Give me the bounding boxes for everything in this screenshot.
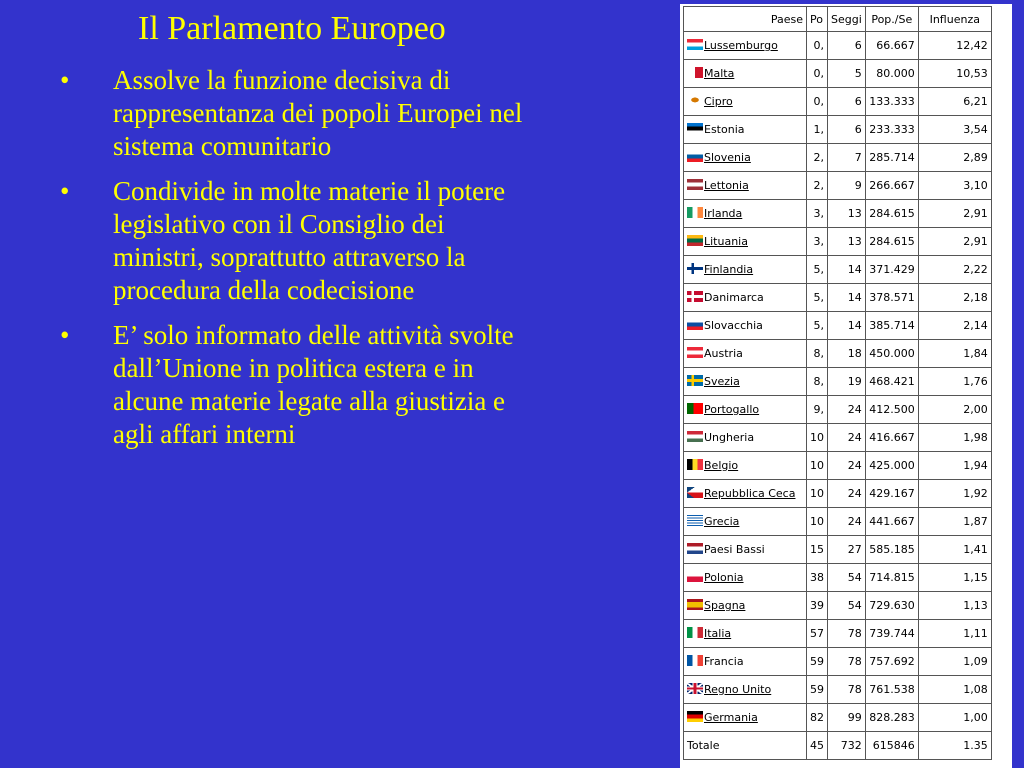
flag-icon [687, 207, 703, 218]
country-cell [684, 424, 807, 452]
seggi-cell: 54 [828, 592, 866, 620]
pop-se-cell: 757.692 [865, 648, 918, 676]
po-cell: 0, [807, 60, 828, 88]
bullet-text: E’ solo informato delle attività svolte dall’Unione in politica estera e in alcune materie legate alla giustizia e agli affari interni [113, 320, 514, 449]
country-cell [684, 620, 807, 648]
po-cell: 10 [807, 508, 828, 536]
country-cell [684, 60, 807, 88]
flag-icon [687, 431, 703, 442]
total-influenza: 1.35 [918, 732, 991, 760]
seggi-cell: 24 [828, 508, 866, 536]
seggi-cell: 14 [828, 284, 866, 312]
pop-se-cell: 729.630 [865, 592, 918, 620]
flag-icon [687, 683, 703, 694]
bullet-marker: • [60, 176, 70, 206]
pop-se-cell: 441.667 [865, 508, 918, 536]
seggi-cell: 24 [828, 424, 866, 452]
country-link[interactable]: Irlanda [704, 207, 743, 220]
parliament-seats-table [683, 6, 992, 760]
seggi-cell: 14 [828, 256, 866, 284]
pop-se-cell: 284.615 [865, 200, 918, 228]
influenza-cell: 1,13 [918, 592, 991, 620]
country-cell [684, 172, 807, 200]
seggi-cell: 99 [828, 704, 866, 732]
table-panel [680, 4, 1012, 768]
pop-se-cell: 416.667 [865, 424, 918, 452]
country-cell [684, 340, 807, 368]
seggi-cell: 13 [828, 200, 866, 228]
country-name [704, 375, 740, 388]
pop-se-cell: 233.333 [865, 116, 918, 144]
flag-icon [687, 347, 703, 358]
bullet-item [58, 319, 538, 451]
po-cell: 0, [807, 32, 828, 60]
country-link[interactable]: Spagna [704, 599, 746, 612]
po-cell: 3, [807, 228, 828, 256]
country-name [704, 627, 731, 640]
seggi-cell: 9 [828, 172, 866, 200]
country-name: Francia [704, 655, 744, 668]
influenza-cell: 10,53 [918, 60, 991, 88]
table-row [684, 564, 992, 592]
influenza-cell: 1,08 [918, 676, 991, 704]
seggi-cell: 78 [828, 620, 866, 648]
country-link[interactable]: Grecia [704, 515, 740, 528]
country-cell [684, 648, 807, 676]
flag-icon [687, 459, 703, 470]
po-cell: 3, [807, 200, 828, 228]
influenza-cell: 1,09 [918, 648, 991, 676]
country-cell [684, 312, 807, 340]
country-cell [684, 228, 807, 256]
influenza-cell: 2,00 [918, 396, 991, 424]
country-cell [684, 88, 807, 116]
table-row [684, 480, 992, 508]
country-name [704, 179, 749, 192]
po-cell: 5, [807, 284, 828, 312]
country-link[interactable]: Germania [704, 711, 758, 724]
pop-se-cell: 385.714 [865, 312, 918, 340]
flag-icon [687, 627, 703, 638]
po-cell: 2, [807, 144, 828, 172]
country-link[interactable]: Regno Unito [704, 683, 772, 696]
flag-icon [687, 39, 703, 50]
flag-icon [687, 151, 703, 162]
po-cell: 82 [807, 704, 828, 732]
seggi-cell: 7 [828, 144, 866, 172]
country-name [704, 67, 734, 80]
bullet-list [58, 64, 538, 463]
influenza-cell: 12,42 [918, 32, 991, 60]
table-row [684, 396, 992, 424]
pop-se-cell: 284.615 [865, 228, 918, 256]
seggi-cell: 5 [828, 60, 866, 88]
country-name [704, 151, 751, 164]
bullet-text: Assolve la funzione decisiva di rappresentanza dei popoli Europei nel sistema comunitario [113, 65, 523, 161]
influenza-cell: 6,21 [918, 88, 991, 116]
po-cell: 15 [807, 536, 828, 564]
flag-icon [687, 291, 703, 302]
po-cell: 10 [807, 424, 828, 452]
seggi-cell: 54 [828, 564, 866, 592]
table-row [684, 312, 992, 340]
table-row [684, 620, 992, 648]
po-cell: 0, [807, 88, 828, 116]
seggi-cell: 27 [828, 536, 866, 564]
country-cell [684, 32, 807, 60]
total-po: 45 [807, 732, 828, 760]
country-cell [684, 704, 807, 732]
po-cell: 10 [807, 480, 828, 508]
bullet-text: Condivide in molte materie il potere legislativo con il Consiglio dei ministri, soprattutto attraverso la procedura della codecisione [113, 176, 506, 305]
influenza-cell: 2,14 [918, 312, 991, 340]
influenza-cell: 1,84 [918, 340, 991, 368]
table-row [684, 200, 992, 228]
country-link[interactable]: Lituania [704, 235, 748, 248]
influenza-cell: 2,91 [918, 200, 991, 228]
flag-icon [687, 235, 703, 246]
flag-icon [687, 123, 703, 134]
country-name [704, 459, 738, 472]
pop-se-cell: 266.667 [865, 172, 918, 200]
pop-se-cell: 378.571 [865, 284, 918, 312]
pop-se-cell: 450.000 [865, 340, 918, 368]
influenza-cell: 3,54 [918, 116, 991, 144]
seggi-cell: 6 [828, 116, 866, 144]
pop-se-cell: 828.283 [865, 704, 918, 732]
slide-title: Il Parlamento Europeo [138, 10, 446, 47]
table-row [684, 592, 992, 620]
country-cell [684, 592, 807, 620]
bullet-item [58, 175, 538, 307]
influenza-cell: 1,92 [918, 480, 991, 508]
country-name [704, 683, 771, 696]
po-cell: 57 [807, 620, 828, 648]
table-row [684, 32, 992, 60]
flag-icon [687, 403, 703, 414]
header-paese: Paese [684, 7, 807, 32]
table-row [684, 704, 992, 732]
pop-se-cell: 133.333 [865, 88, 918, 116]
influenza-cell: 2,91 [918, 228, 991, 256]
table-row [684, 424, 992, 452]
country-name [704, 235, 748, 248]
seggi-cell: 6 [828, 32, 866, 60]
seggi-cell: 13 [828, 228, 866, 256]
total-label: Totale [684, 732, 807, 760]
header-po: Po [807, 7, 828, 32]
country-name [704, 403, 759, 416]
pop-se-cell: 412.500 [865, 396, 918, 424]
influenza-cell: 1,00 [918, 704, 991, 732]
country-cell [684, 452, 807, 480]
influenza-cell: 2,18 [918, 284, 991, 312]
po-cell: 8, [807, 368, 828, 396]
po-cell: 1, [807, 116, 828, 144]
table-row [684, 284, 992, 312]
influenza-cell: 1,76 [918, 368, 991, 396]
total-row [684, 732, 992, 760]
pop-se-cell: 761.538 [865, 676, 918, 704]
po-cell: 2, [807, 172, 828, 200]
influenza-cell: 1,87 [918, 508, 991, 536]
flag-icon [687, 263, 703, 274]
seggi-cell: 24 [828, 452, 866, 480]
country-name: Slovacchia [704, 319, 763, 332]
flag-icon [687, 375, 703, 386]
po-cell: 59 [807, 676, 828, 704]
flag-icon [687, 599, 703, 610]
seggi-cell: 78 [828, 676, 866, 704]
po-cell: 10 [807, 452, 828, 480]
country-name [704, 263, 753, 276]
header-seggi: Seggi [828, 7, 866, 32]
country-link[interactable]: Italia [704, 627, 732, 640]
table-row [684, 256, 992, 284]
pop-se-cell: 80.000 [865, 60, 918, 88]
influenza-cell: 3,10 [918, 172, 991, 200]
total-seggi: 732 [828, 732, 866, 760]
country-link[interactable]: Cipro [704, 95, 733, 108]
country-link[interactable]: Portogallo [704, 403, 760, 416]
table-row [684, 60, 992, 88]
header-pop-se: Pop./Se [865, 7, 918, 32]
country-name [704, 571, 744, 584]
influenza-cell: 1,94 [918, 452, 991, 480]
pop-se-cell: 425.000 [865, 452, 918, 480]
country-name: Paesi Bassi [704, 543, 765, 556]
table-row [684, 144, 992, 172]
country-cell [684, 144, 807, 172]
country-link[interactable]: Lussemburgo [704, 39, 778, 52]
flag-icon [687, 711, 703, 722]
seggi-cell: 19 [828, 368, 866, 396]
bullet-marker: • [60, 320, 70, 350]
flag-icon [687, 655, 703, 666]
country-name [704, 487, 795, 500]
country-link[interactable]: Repubblica Ceca [704, 487, 796, 500]
pop-se-cell: 739.744 [865, 620, 918, 648]
pop-se-cell: 585.185 [865, 536, 918, 564]
flag-icon [687, 67, 703, 78]
country-name: Austria [704, 347, 743, 360]
table-header-row [684, 7, 992, 32]
country-cell [684, 200, 807, 228]
country-link[interactable]: Finlandia [704, 263, 754, 276]
bullet-marker: • [60, 65, 70, 95]
country-cell [684, 256, 807, 284]
table-row [684, 116, 992, 144]
flag-icon [687, 543, 703, 554]
seggi-cell: 14 [828, 312, 866, 340]
country-name: Ungheria [704, 431, 755, 444]
influenza-cell: 2,89 [918, 144, 991, 172]
table-row [684, 88, 992, 116]
country-link[interactable]: Belgio [704, 459, 739, 472]
seggi-cell: 24 [828, 480, 866, 508]
po-cell: 39 [807, 592, 828, 620]
influenza-cell: 1,98 [918, 424, 991, 452]
country-name [704, 95, 733, 108]
table-row [684, 648, 992, 676]
country-cell [684, 480, 807, 508]
country-cell [684, 116, 807, 144]
table-row [684, 676, 992, 704]
pop-se-cell: 714.815 [865, 564, 918, 592]
seggi-cell: 24 [828, 396, 866, 424]
table-row [684, 536, 992, 564]
pop-se-cell: 429.167 [865, 480, 918, 508]
country-link[interactable]: Lettonia [704, 179, 749, 192]
seggi-cell: 6 [828, 88, 866, 116]
flag-icon [687, 179, 703, 190]
country-name [704, 39, 778, 52]
country-cell [684, 508, 807, 536]
table-row [684, 452, 992, 480]
country-link[interactable]: Malta [704, 67, 735, 80]
flag-icon [687, 487, 703, 498]
country-link[interactable]: Polonia [704, 571, 744, 584]
po-cell: 8, [807, 340, 828, 368]
country-name: Danimarca [704, 291, 764, 304]
influenza-cell: 2,22 [918, 256, 991, 284]
country-name [704, 515, 739, 528]
po-cell: 5, [807, 312, 828, 340]
influenza-cell: 1,41 [918, 536, 991, 564]
total-pop-se: 615846 [865, 732, 918, 760]
po-cell: 38 [807, 564, 828, 592]
seggi-cell: 18 [828, 340, 866, 368]
country-name [704, 711, 758, 724]
flag-icon [687, 319, 703, 330]
table-row [684, 340, 992, 368]
country-link[interactable]: Slovenia [704, 151, 751, 164]
flag-icon [687, 515, 703, 526]
country-cell [684, 284, 807, 312]
seggi-cell: 78 [828, 648, 866, 676]
country-cell [684, 536, 807, 564]
bullet-item [58, 64, 538, 163]
flag-icon [687, 95, 703, 106]
header-influenza: Influenza [918, 7, 991, 32]
po-cell: 59 [807, 648, 828, 676]
pop-se-cell: 285.714 [865, 144, 918, 172]
country-cell [684, 368, 807, 396]
table-row [684, 172, 992, 200]
country-cell [684, 676, 807, 704]
pop-se-cell: 371.429 [865, 256, 918, 284]
flag-icon [687, 571, 703, 582]
table-row [684, 508, 992, 536]
influenza-cell: 1,11 [918, 620, 991, 648]
influenza-cell: 1,15 [918, 564, 991, 592]
country-link[interactable]: Svezia [704, 375, 740, 388]
country-name [704, 599, 745, 612]
pop-se-cell: 66.667 [865, 32, 918, 60]
table-row [684, 228, 992, 256]
pop-se-cell: 468.421 [865, 368, 918, 396]
po-cell: 5, [807, 256, 828, 284]
table-row [684, 368, 992, 396]
po-cell: 9, [807, 396, 828, 424]
country-name: Estonia [704, 123, 745, 136]
country-cell [684, 564, 807, 592]
country-cell [684, 396, 807, 424]
country-name [704, 207, 742, 220]
